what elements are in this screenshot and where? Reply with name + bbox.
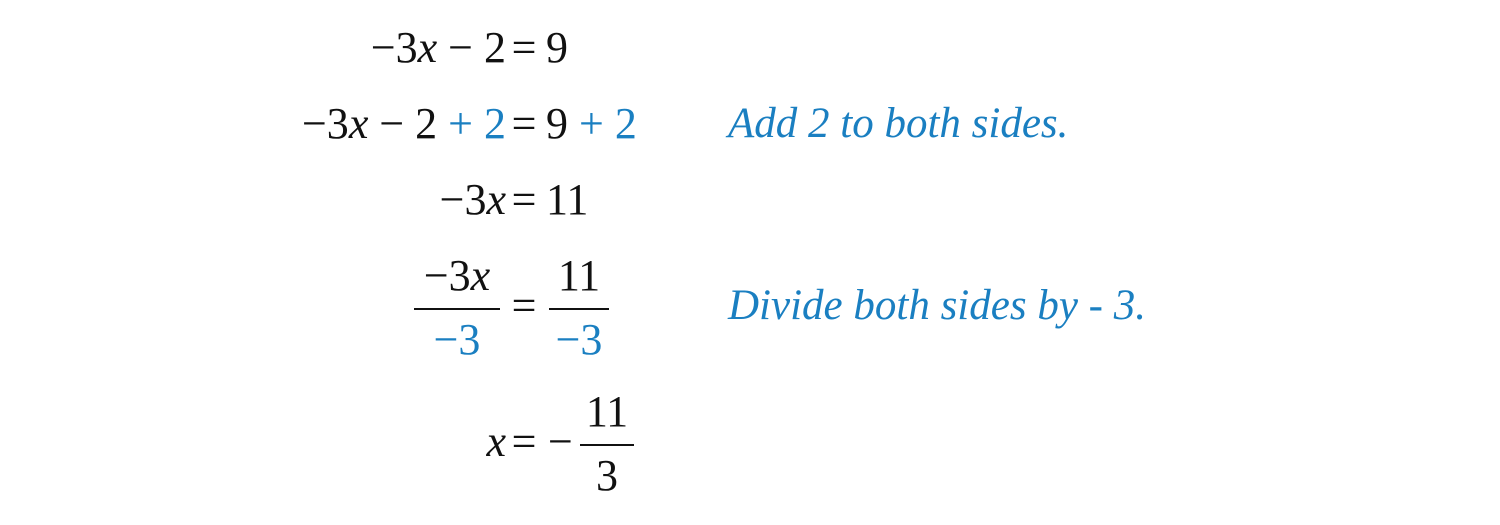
step-2-annotation: Add 2 to both sides. bbox=[728, 100, 1069, 147]
step-4-lhs-fraction bbox=[414, 251, 500, 364]
step-5-fraction-bar bbox=[580, 444, 634, 446]
step-2-coefficient: −3 bbox=[301, 99, 349, 148]
step-4-lhs-denominator: −3 bbox=[433, 315, 481, 364]
step-4-lhs-numerator-coefficient: −3 bbox=[423, 251, 471, 300]
step-2-rhs-value: 9 bbox=[546, 99, 568, 148]
step-4-lhs-numerator-variable: x bbox=[470, 251, 491, 300]
step-2-equals: = bbox=[511, 99, 537, 148]
step-1-equals: = bbox=[511, 23, 537, 72]
step-1-coefficient: −3 bbox=[370, 23, 418, 72]
step-5-equals: = bbox=[511, 417, 537, 466]
step-4-equals: = bbox=[511, 281, 537, 330]
equation-step-2 bbox=[0, 94, 1500, 154]
step-1-lhs bbox=[371, 18, 506, 78]
step-3-equals: = bbox=[511, 175, 537, 224]
step-4-lhs-numerator bbox=[420, 251, 494, 300]
step-4-rhs-fraction-bar bbox=[549, 308, 609, 310]
step-5-numerator: 11 bbox=[585, 387, 629, 436]
step-2-variable: x bbox=[348, 99, 369, 148]
step-3-coefficient: −3 bbox=[439, 175, 487, 224]
step-2-constant: − 2 bbox=[368, 99, 438, 148]
step-2-lhs-added-term: + 2 bbox=[437, 99, 506, 148]
equation-step-3 bbox=[0, 170, 1500, 230]
step-2-rhs bbox=[546, 94, 637, 154]
step-5-negative-sign: − bbox=[548, 417, 573, 466]
step-5-denominator: 3 bbox=[596, 451, 618, 500]
step-1-constant: − 2 bbox=[437, 23, 506, 72]
step-4-rhs-fraction bbox=[549, 251, 609, 364]
step-2-lhs bbox=[302, 94, 506, 154]
step-4-rhs-denominator: −3 bbox=[555, 315, 603, 364]
step-1-variable: x bbox=[417, 23, 438, 72]
step-3-variable: x bbox=[486, 175, 506, 224]
step-4-annotation: Divide both sides by - 3. bbox=[728, 282, 1146, 329]
step-1-rhs: 9 bbox=[546, 23, 568, 72]
step-5-fraction bbox=[580, 387, 634, 500]
step-5-variable: x bbox=[486, 417, 506, 466]
step-4-rhs-numerator: 11 bbox=[557, 251, 601, 300]
step-2-rhs-added-term: + 2 bbox=[568, 99, 637, 148]
equation-step-1 bbox=[0, 18, 1500, 78]
step-4-lhs-fraction-bar bbox=[414, 308, 500, 310]
step-3-lhs bbox=[440, 170, 506, 230]
step-3-rhs: 11 bbox=[546, 175, 589, 224]
